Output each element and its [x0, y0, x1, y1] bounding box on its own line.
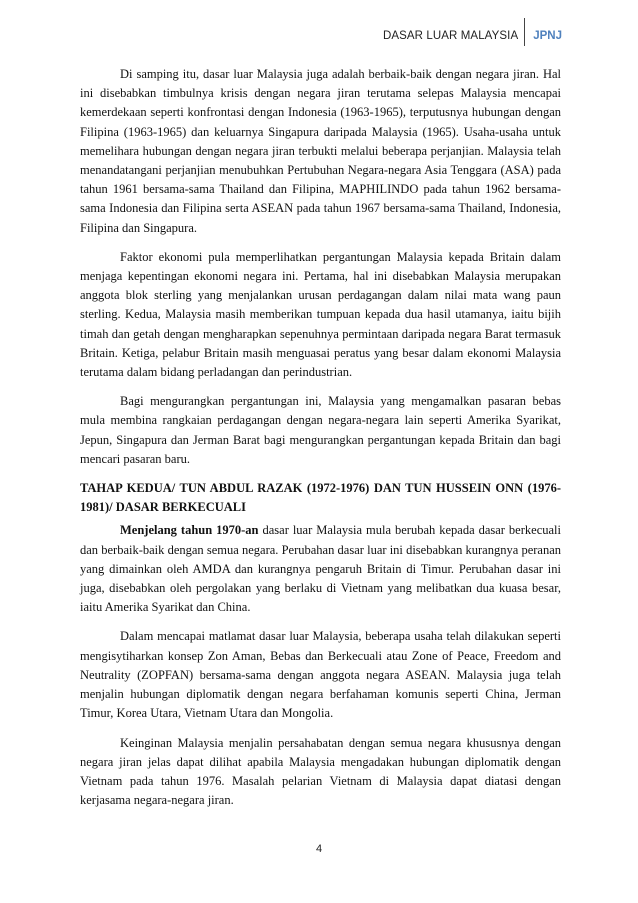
document-body — [80, 65, 561, 820]
paragraph-reduce-dependence: Bagi mengurangkan pergantungan ini, Malaysia yang mengamalkan pasaran bebas mula membina rangkaian perdagangan dengan negara-negara lain seperti Amerika Syarikat, Jepun, Singapura dan Jerman Barat bagi mengurangkan pergantungan kepada Britain dan bagi mencari pasaran baru. — [80, 394, 561, 466]
paragraph-neighbour-relations: Di samping itu, dasar luar Malaysia juga adalah berbaik-baik dengan negara jiran. Hal ini disebabkan timbulnya krisis dengan negara jiran terutama selepas Malaysia mencapai kemerdekaan seperti konfrontasi dengan Indonesia (1963-1965), terputusnya hubungan dengan Filipina (1963-1965) dan keluarnya Singapura daripada Malaysia (1965). Usaha-usaha untuk memelihara hubungan dengan negara jiran terbukti melalui beberapa perjanjian. Malaysia telah menandatangani perjanjian menubuhkan Pertubuhan Negara-negara Asia Tenggara (ASA) pada tahun 1961 bersama-sama Thailand dan Filipina, MAPHILINDO pada tahun 1962 bersama-sama Indonesia dan Filipina serta ASEAN pada tahun 1967 bersama-sama Thailand, Indonesia, Filipina dan Singapura. — [80, 67, 561, 235]
section-heading: TAHAP KEDUA/ TUN ABDUL RAZAK (1972-1976) DAN TUN HUSSEIN ONN (1976-1981)/ DASAR BERKECUALI — [80, 481, 561, 515]
paragraph-zopfan: Dalam mencapai matlamat dasar luar Malaysia, beberapa usaha telah dilakukan seperti mengisytiharkan konsep Zon Aman, Bebas dan Berkecuali atau Zone of Peace, Freedom and Neutrality (ZOPFAN) bersama-sama dengan anggota negara ASEAN. Malaysia juga telah menjalin hubungan diplomatik dengan negara berfahaman komunis seperti China, Jerman Timur, Korea Utara, Vietnam Utara dan Mongolia. — [80, 629, 561, 721]
page-header — [383, 18, 562, 46]
header-title: DASAR LUAR MALAYSIA — [382, 30, 519, 42]
paragraph-vietnam: Keinginan Malaysia menjalin persahabatan dengan semua negara khususnya dengan negara jiran jelas dapat dilihat apabila Malaysia mengadakan hubungan diplomatik dengan Vietnam pada tahun 1976. Masalah pelarian Vietnam di Malaysia dapat diatasi dengan kerjasama negara-negara jiran. — [80, 735, 561, 808]
paragraph-neutral-policy — [80, 521, 561, 617]
paragraph-economic-factor: Faktor ekonomi pula memperlihatkan pergantungan Malaysia kepada Britain dalam menjaga kepentingan ekonomi negara ini. Pertama, hal ini disebabkan Malaysia merupakan anggota blok sterling yang menjalankan urusan perdagangan dalam nilai mata wang paun sterling. Kedua, Malaysia masih memberikan tumpuan kepada dua hasil utamanya, iaitu bijih timah dan getah dengan mengharapkan sepenuhnya permintaan daripada negara Barat termasuk Britain. Ketiga, pelabur Britain masih menguasai peratus yang besar dalam ekonomi Malaysia terutama dalam bidang perladangan dan perindustrian. — [80, 249, 561, 380]
page-number: 4 — [315, 843, 323, 855]
paragraph-lead-bold: Menjelang tahun 1970-an — [120, 523, 259, 538]
paragraph-neutral-policy-text: dasar luar Malaysia mula berubah kepada dasar berkecuali dan berbaik-baik dengan semua negara. Perubahan dasar luar ini disebabkan kurangnya peranan yang dimainkan oleh AMDA dan kurangnya pengaruh Britain di Timur. Perubahan dasar ini juga, disebabkan oleh pergolakan yang berlaku di Vietnam yang melibatkan dua kuasa besar, iaitu Amerika Syarikat dan China. — [80, 523, 561, 615]
header-tag: JPNJ — [533, 30, 562, 42]
